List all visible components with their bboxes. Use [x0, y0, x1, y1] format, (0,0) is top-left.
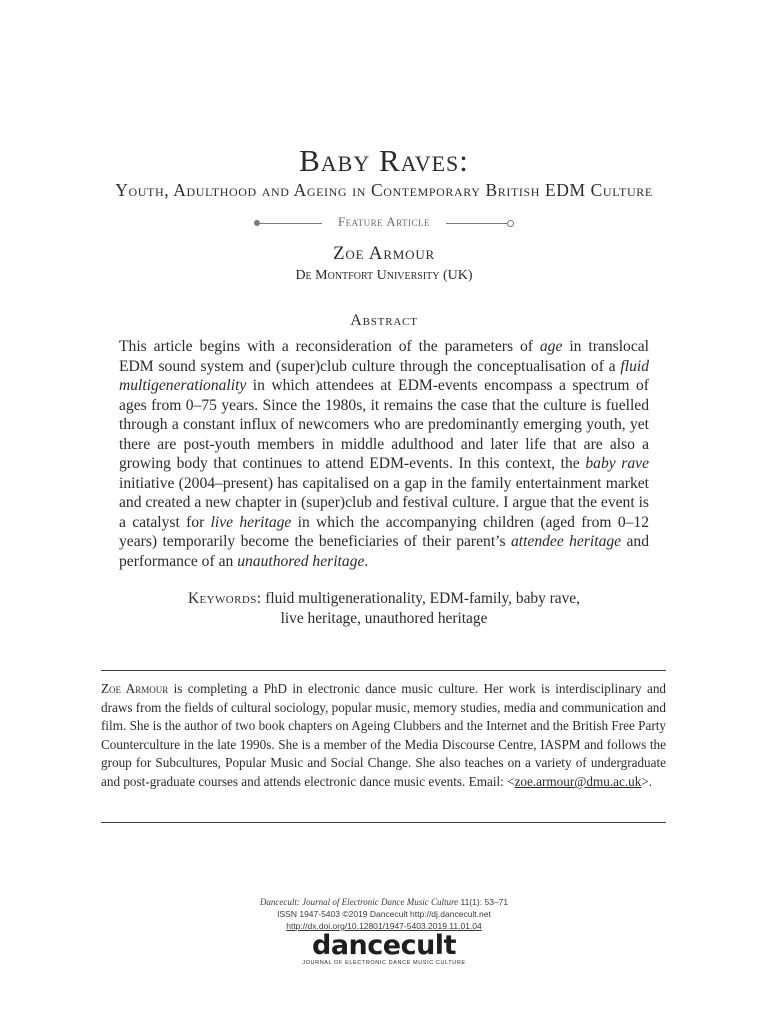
citation-footer [0, 896, 768, 932]
abstract-text-segment: This article begins with a reconsideration of the parameters of [119, 338, 540, 355]
abstract-emphasis: fluid multigenerationality [119, 357, 649, 394]
doi-link[interactable]: http://dx.doi.org/10.12801/1947-5403.2019.11.01.04 [286, 921, 482, 931]
keywords [119, 589, 649, 629]
bio-bottom-rule [101, 822, 666, 823]
abstract-emphasis: age [539, 338, 563, 355]
abstract-emphasis: baby rave [585, 455, 650, 472]
author-email-link[interactable]: zoe.armour@dmu.ac.uk [514, 773, 642, 789]
logo-wordmark: dancecult [312, 930, 456, 961]
bio-author-name: Zoe Armour [101, 681, 169, 696]
bio-email-suffix: >. [641, 773, 653, 789]
article-type-divider [254, 214, 514, 234]
author-bio [101, 680, 666, 792]
bio-text: is completing a PhD in electronic dance music culture. Her work is interdisciplinary and draws from the fields of cultural sociology, popular music, memory studies, media and communication and film. She is the author of two book chapters on Ageing Clubbers and the Internet and the British Free Party Counterculture in the late 1990s. She is a member of the Media Discourse Centre, IASPM and follows the group for Subcultures, Popular Music and Social Change. She also teaches on a variety of undergraduate and post-graduate courses and attends electronic dance music events. [101, 681, 667, 789]
author-name: Zoe Armour [332, 243, 436, 264]
bio-email-prefix: Email: < [468, 773, 515, 789]
abstract-heading: Abstract [350, 312, 418, 329]
article-subtitle: Youth, Adulthood and Ageing in Contemporary British EDM Culture [115, 180, 653, 200]
abstract-text-segment: . [364, 552, 369, 570]
journal-issue: 11(1): 53–71 [460, 897, 509, 907]
keywords-line-1: fluid multigenerationality, EDM-family, baby rave, [265, 590, 580, 607]
divider-line [258, 223, 322, 224]
abstract-body [119, 337, 649, 571]
abstract-text-segment: initiative (2004–present) has capitalised on a gap in the family entertainment market and created a new chapter in (super)club and festival culture. I argue that the event is a catalyst for [119, 474, 649, 531]
author-affiliation: De Montfort University (UK) [295, 268, 473, 283]
article-type-label: Feature Article [337, 214, 431, 229]
divider-line [446, 223, 510, 224]
keywords-label: Keywords: [188, 590, 262, 607]
abstract-emphasis: unauthored heritage [237, 552, 365, 570]
abstract-text-segment: in which the accompanying children (aged from 0–12 years) temporarily become the beneficiaries of their parent’s [119, 513, 650, 550]
bio-top-rule [101, 670, 666, 671]
abstract-emphasis: live heritage [210, 513, 292, 531]
keywords-line-2: live heritage, unauthored heritage [280, 610, 488, 627]
abstract-text-segment: and performance of an [119, 533, 649, 570]
dancecult-logo [284, 932, 484, 966]
issn-line: ISSN 1947-5403 ©2019 Dancecult http://dj.dancecult.net [277, 909, 491, 919]
logo-tagline: JOURNAL OF ELECTRONIC DANCE MUSIC CULTURE [302, 960, 466, 966]
abstract-text-segment: in translocal EDM sound system and (super)club culture through the conceptualisation of a [119, 338, 649, 375]
divider-dot-icon [507, 220, 514, 227]
article-title: Baby Raves: [299, 143, 469, 178]
abstract-text-segment: in which attendees at EDM-events encompass a spectrum of ages from 0–75 years. Since the 1980s, it remains the case that the culture is fuelled through a constant influx of newcomers who are predominantly emerging youth, yet there are post-youth members in middle adulthood and later life that are also a growing body that continues to attend EDM-events. In this context, the [119, 377, 649, 472]
abstract-emphasis: attendee heritage [510, 533, 622, 550]
journal-name: Dancecult: Journal of Electronic Dance Music Culture [259, 897, 459, 907]
journal-citation [0, 896, 768, 908]
